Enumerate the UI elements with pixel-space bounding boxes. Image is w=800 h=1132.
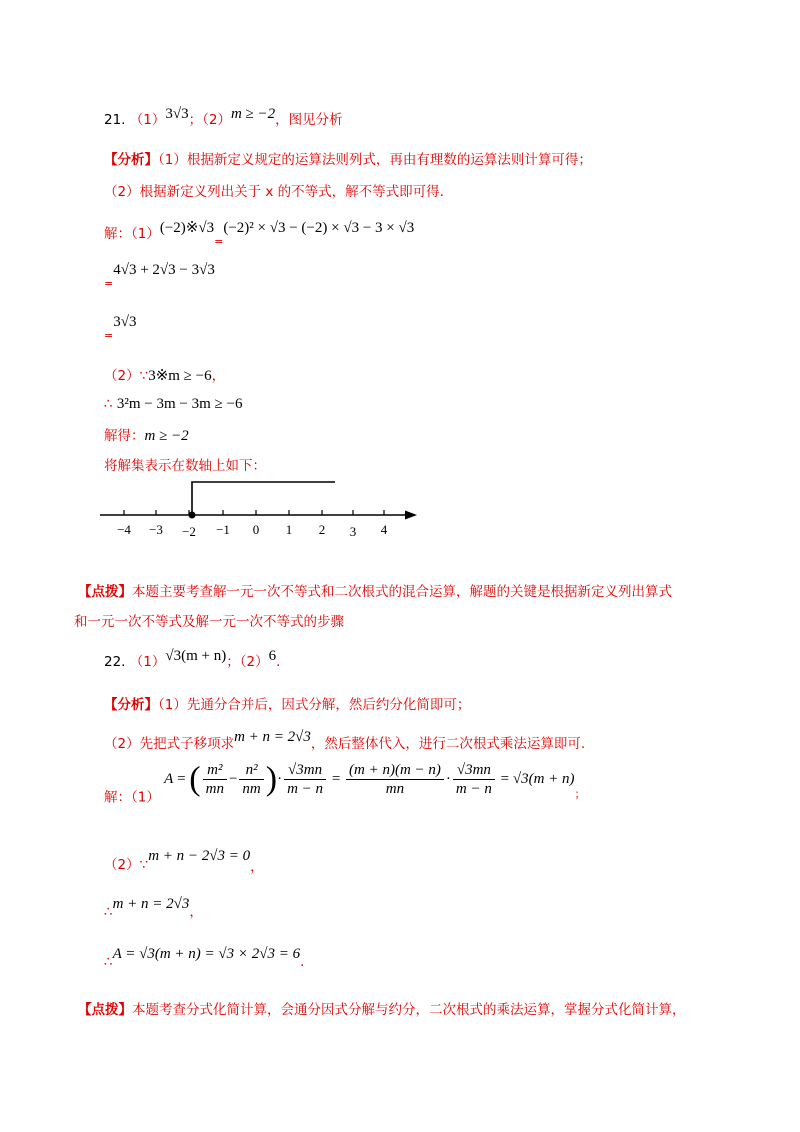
- q21-analysis-line2: （2）根据新定义列出关于 x 的不等式，解不等式即可得.: [104, 184, 444, 200]
- q22-therefore-2: ∴: [104, 954, 113, 970]
- q22-frac-sqrt3mn: $\frac{√3mn}{m - n}$: [284, 762, 326, 797]
- q21-analysis-text1: （1）根据新定义规定的运算法则列式，再由有理数的运算法则计算可得；: [158, 152, 592, 168]
- q22-analysis-text2a: （2）先把式子移项求: [104, 736, 235, 752]
- q21-sol-expr: (−2)※√3: [159, 220, 215, 236]
- q22-period: .: [276, 654, 281, 670]
- number-line-labels: [117, 522, 388, 539]
- q22-therefore-1: ∴: [104, 904, 113, 920]
- q21-separator: ；: [188, 112, 203, 128]
- q22-cond: m + n − 2√3 = 0: [148, 848, 251, 864]
- q21-comment-tag: 【点拨】: [78, 584, 132, 600]
- q21-p2-ineq-line: [104, 396, 243, 413]
- q21-solution-line1: 解：$(1)(-2)※√3_=(-2)^2 \times √3 - (-2) \times √3 - 3 \times √3$: [104, 220, 415, 248]
- q21-step3-expr: 3√3: [113, 314, 137, 330]
- q22-analysis-text2b: ，然后整体代入，进行二次根式乘法运算即可.: [310, 736, 586, 752]
- q21-part2-line: [104, 364, 225, 385]
- q22-period-2: .: [300, 954, 305, 970]
- tick-label-neg4: −4: [117, 522, 131, 537]
- q21-analysis-tag: 【分析】: [104, 152, 158, 168]
- q21-step3: $_=$3√3: [104, 314, 137, 342]
- q21-numberline-caption: 将解集表示在数轴上如下：: [104, 458, 266, 474]
- q22-semicolon: ；: [574, 787, 586, 801]
- solution-set-bracket: [192, 482, 335, 513]
- q22-number: 22.: [104, 654, 126, 670]
- q21-tail: ，图见分析: [275, 112, 343, 128]
- q21-analysis-line1: [104, 148, 592, 168]
- q22-answer-line: [104, 648, 280, 670]
- q22-comma-2: ，: [189, 904, 203, 920]
- q21-comment-line2: 和一元一次不等式及解一元一次不等式的步骤: [74, 614, 344, 630]
- q22-sol-label: 解：（1）: [104, 789, 160, 806]
- q21-p2-ineq: 3²m − 3m − 3m ≥ −6: [116, 396, 243, 412]
- q22-final-line: [104, 946, 304, 970]
- q22-result: √3(m + n): [512, 771, 575, 787]
- q21-answer2: m ≥ −2: [230, 106, 276, 122]
- q22-analysis-line1: [104, 693, 470, 713]
- number-line-arrow-icon: [405, 511, 417, 520]
- tick-label-neg1: −1: [216, 522, 230, 537]
- q22-frac-n2-nm: $\frac{\text{n²}}{nm}$: [239, 762, 263, 797]
- tick-label-neg3: −3: [149, 522, 163, 537]
- q21-step2-expr: 4√3 + 2√3 − 3√3: [113, 262, 215, 278]
- tick-label-neg2: −2: [182, 524, 196, 539]
- tick-label-4: 4: [380, 522, 388, 537]
- q21-comment-line1: [78, 580, 672, 600]
- q22-p2-label: （2）∵: [104, 857, 149, 873]
- number-line-figure: [95, 472, 425, 544]
- q22-frac-sqrt3mn-2: $\frac{√3mn}{m - n}$: [453, 762, 495, 797]
- q22-part1-label: （1）: [129, 654, 166, 670]
- q21-therefore: ∴: [104, 396, 113, 412]
- q21-solved-line: [104, 424, 189, 445]
- q22-mpn: m + n = 2√3: [112, 896, 190, 912]
- q22-answer1: √3(m + n): [165, 648, 227, 664]
- q21-p2-label: （2）∵: [104, 368, 149, 384]
- tick-label-1: 1: [285, 522, 293, 537]
- q22-analysis-line2: [104, 729, 585, 752]
- q22-final: A = √3(m + n) = √3 × 2√3 = 6: [112, 946, 301, 962]
- q22-analysis-tag: 【分析】: [104, 697, 158, 713]
- tick-label-0: 0: [252, 522, 260, 537]
- q21-answer-line: [104, 106, 343, 128]
- q22-solution-line1: 解：（1） A = ( $\frac{\text{m²}}{mn}$ − $\frac{\text{n²}}{nm}$ )· $\frac{√3mn}{m - n}$ = $\frac{(m + n)(m - n)}{mn}$ · $\frac{√3mn}{m - n}$ = $√3(m + n)_;$: [104, 760, 586, 806]
- q22-analysis-expr: m + n = 2√3: [234, 729, 311, 745]
- q22-part2-label: （2）: [239, 654, 269, 670]
- q22-answer2: 6: [268, 648, 277, 664]
- q22-comment-text1: 本题考查分式化简计算，会通分因式分解与约分，二次根式的乘法运算，掌握分式化简计算，: [132, 1002, 686, 1018]
- q21-part2-label: （2）: [202, 112, 231, 128]
- q21-comment-text1: 本题主要考查解一元一次不等式和二次根式的混合运算，解题的关键是根据新定义列出算式: [132, 584, 672, 600]
- tick-label-3: 3: [349, 524, 357, 539]
- q22-comma: ，: [250, 859, 264, 875]
- q22-analysis-text1: （1）先通分合并后，因式分解，然后约分化简即可；: [158, 697, 471, 713]
- q22-frac-m2-mn: $\frac{\text{m²}}{mn}$: [203, 762, 227, 797]
- q21-p2-cond: 3※m ≥ −6: [148, 368, 212, 384]
- q22-frac-product: $\frac{(m + n)(m - n)}{mn}$: [346, 762, 444, 797]
- solution-endpoint-dot: [189, 512, 196, 519]
- q21-sol-label: 解：（1）: [104, 226, 160, 242]
- q22-separator: ；: [226, 654, 240, 670]
- tick-label-2: 2: [318, 522, 326, 537]
- q21-solved: m ≥ −2: [144, 428, 189, 444]
- q22-A: A: [164, 771, 174, 787]
- q22-mpn-line: [104, 896, 203, 920]
- q21-number: 21.: [104, 112, 126, 128]
- q22-part2-line: [104, 848, 264, 875]
- q21-part1-label: （1）: [129, 112, 166, 128]
- q21-step2: $_=$4√3 + 2√3 − 3√3: [104, 262, 215, 290]
- q22-comment-line1: [78, 998, 686, 1018]
- q21-solved-label: 解得：: [104, 428, 145, 444]
- q22-comment-tag: 【点拨】: [78, 1002, 132, 1018]
- q21-answer1: 3√3: [165, 106, 189, 122]
- q21-sol-rhs: (−2)² × √3 − (−2) × √3 − 3 × √3: [223, 220, 415, 236]
- q21-p2-comma: ，: [211, 368, 226, 384]
